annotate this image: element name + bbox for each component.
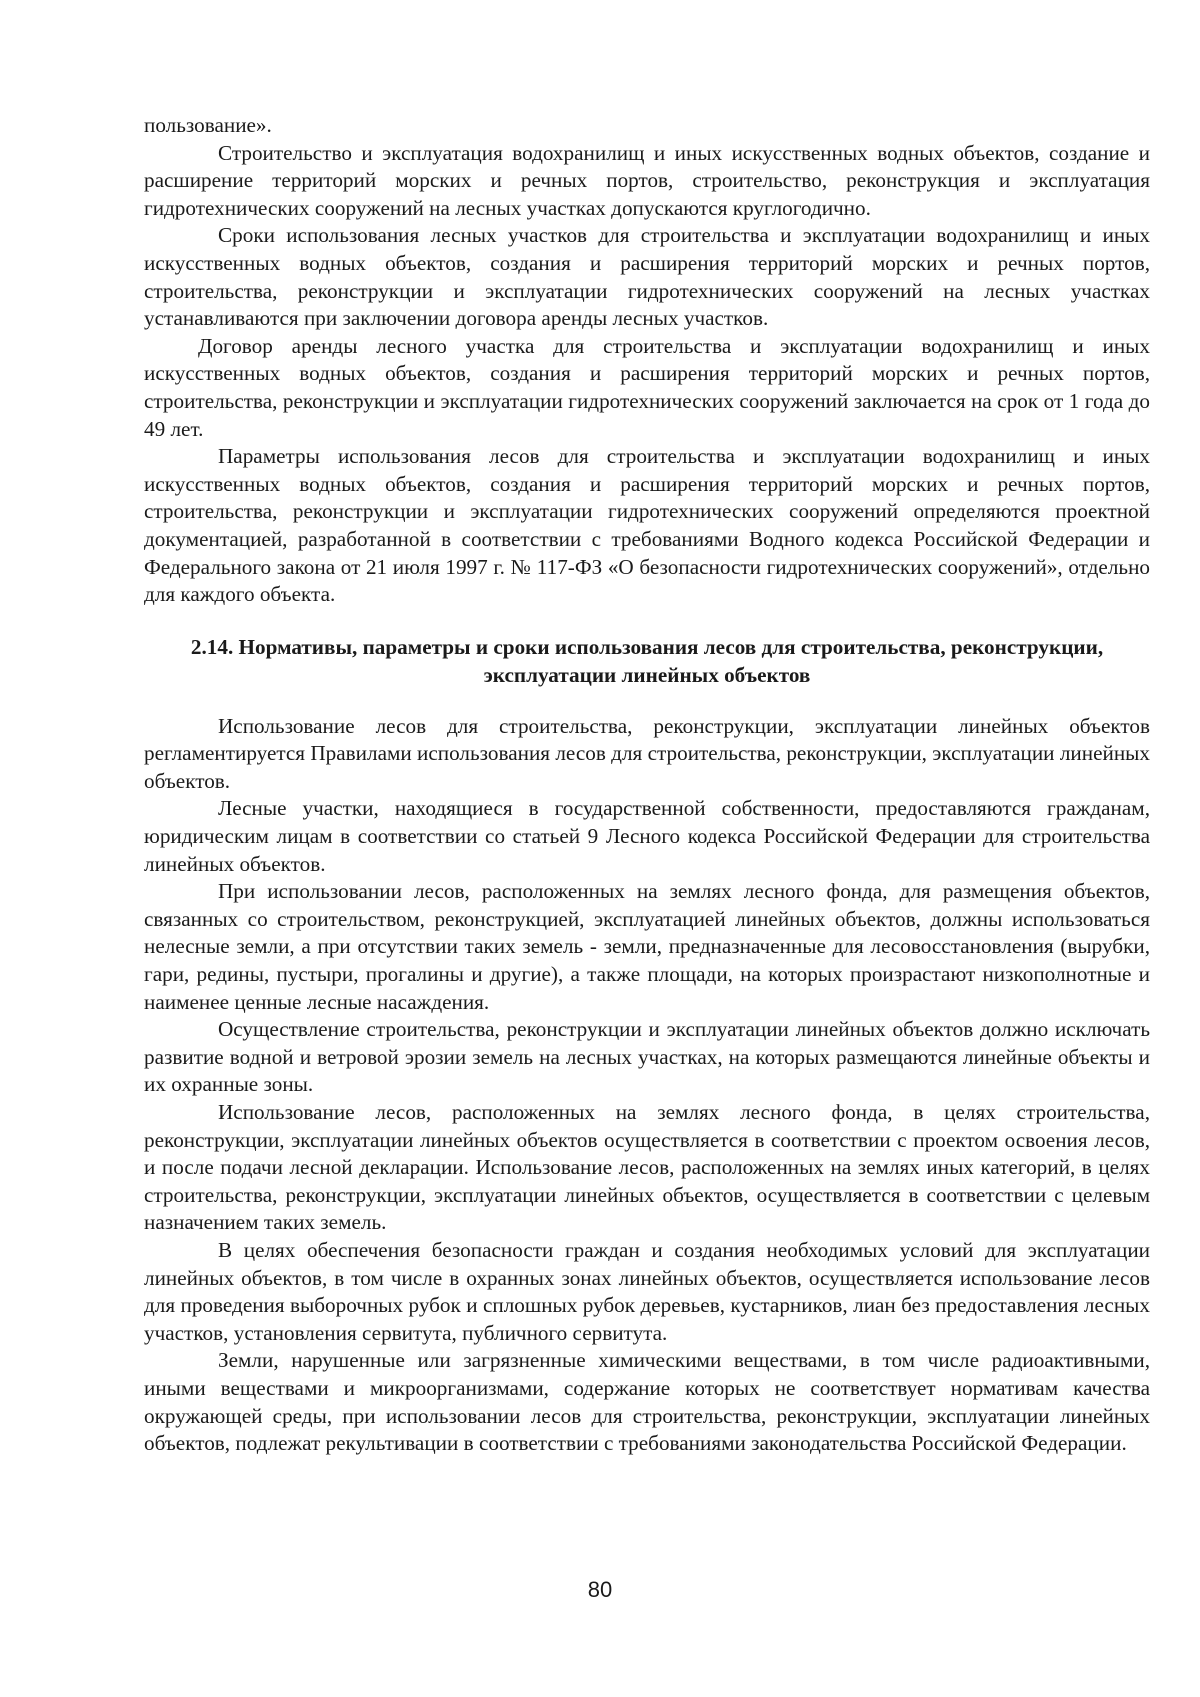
paragraph: Договор аренды лесного участка для строительства и эксплуатации водохранилищ и иных искусственных водных объектов, создания и расширения территорий морских и речных портов, строительства, реконструкции и эксплуатации гидротехнических сооружений заключается на срок от 1 года до 49 лет.: [144, 333, 1150, 441]
section-heading: 2.14. Нормативы, параметры и сроки использования лесов для строительства, реконструкции, эксплуатации линейных объектов: [190, 634, 1104, 687]
paragraph: При использовании лесов, расположенных на землях лесного фонда, для размещения объектов, связанных со строительством, реконструкцией, эксплуатацией линейных объектов, должны использоваться нелесные земли, а при отсутствии таких земель - земли, предназначенные для лесовосстановления (вырубки, гари, редины, пустыри, прогалины и другие), а также площади, на которых произрастают низкополнотные и наименее ценные лесные насаждения.: [144, 879, 1150, 1014]
paragraph: Сроки использования лесных участков для строительства и эксплуатации водохранилищ и иных искусственных водных объектов, создания и расширения территорий морских и речных портов, строительства, реконструкции и эксплуатации гидротехнических сооружений на лесных участках устанавливаются при заключении договора аренды лесных участков.: [144, 223, 1150, 331]
paragraph: Лесные участки, находящиеся в государственной собственности, предоставляются гражданам, юридическим лицам в соответствии со статьей 9 Лесного кодекса Российской Федерации для строительства линейных объектов.: [144, 796, 1150, 876]
paragraph: Строительство и эксплуатация водохранилищ и иных искусственных водных объектов, создание и расширение территорий морских и речных портов, строительство, реконструкция и эксплуатация гидротехнических сооружений на лесных участках допускаются круглогодично.: [144, 140, 1150, 220]
document-page: [144, 112, 1150, 1458]
paragraph: Параметры использования лесов для строительства и эксплуатации водохранилищ и иных искусственных водных объектов, создания и расширения территорий морских и речных портов, строительства, реконструкции и эксплуатации гидротехнических сооружений определяются проектной документацией, разработанной в соответствии с требованиями Водного кодекса Российской Федерации и Федерального закона от 21 июля 1997 г. № 117-ФЗ «О безопасности гидротехнических сооружений», отдельно для каждого объекта.: [144, 444, 1150, 607]
paragraph: Земли, нарушенные или загрязненные химическими веществами, в том числе радиоактивными, иными веществами и микроорганизмами, содержание которых не соответствует нормативам качества окружающей среды, при использовании лесов для строительства, реконструкции, эксплуатации линейных объектов, подлежат рекультивации в соответствии с требованиями законодательства Российской Федерации.: [144, 1348, 1150, 1456]
paragraph: Использование лесов, расположенных на землях лесного фонда, в целях строительства, реконструкции, эксплуатации линейных объектов осуществляется в соответствии с проектом освоения лесов, и после подачи лесной декларации. Использование лесов, расположенных на землях иных категорий, в целях строительства, реконструкции, эксплуатации линейных объектов, осуществляется в соответствии с целевым назначением таких земель.: [144, 1100, 1150, 1235]
paragraph: Осуществление строительства, реконструкции и эксплуатации линейных объектов должно исключать развитие водной и ветровой эрозии земель на лесных участках, на которых размещаются линейные объекты и их охранные зоны.: [144, 1017, 1150, 1097]
page-number: 80: [587, 1577, 613, 1602]
paragraph: Использование лесов для строительства, реконструкции, эксплуатации линейных объектов регламентируется Правилами использования лесов для строительства, реконструкции, эксплуатации линейных объектов.: [144, 713, 1150, 793]
paragraph-continuation: пользование».: [144, 113, 272, 137]
paragraph: В целях обеспечения безопасности граждан и создания необходимых условий для эксплуатации линейных объектов, в том числе в охранных зонах линейных объектов, осуществляется использование лесов для проведения выборочных рубок и сплошных рубок деревьев, кустарников, лиан без предоставления лесных участков, установления сервитута, публичного сервитута.: [144, 1237, 1150, 1345]
